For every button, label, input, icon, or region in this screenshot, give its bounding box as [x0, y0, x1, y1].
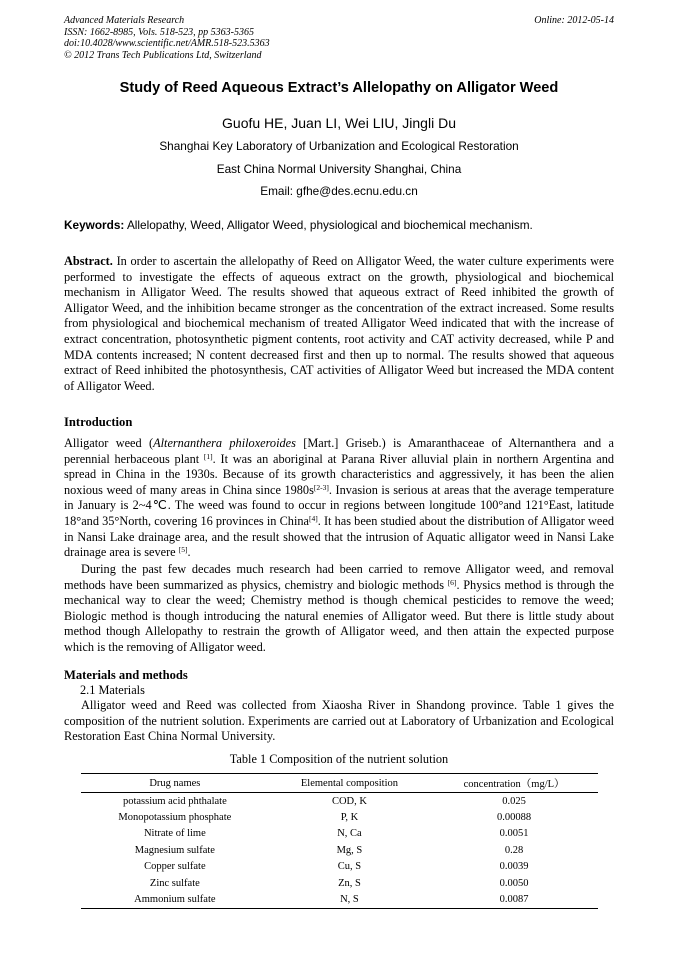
header-drug-names: Drug names [81, 774, 269, 793]
methods-heading: Materials and methods [64, 668, 188, 682]
table-row: Ammonium sulfate N, S 0.0087 [81, 891, 598, 908]
online-date: Online: 2012-05-14 [534, 15, 614, 26]
keywords [64, 218, 616, 232]
header-elemental-composition: Elemental composition [269, 774, 430, 793]
ref-4: [4] [308, 513, 318, 523]
abstract-label: Abstract. [64, 254, 113, 268]
authors: Guofu HE, Juan LI, Wei LIU, Jingli Du [222, 115, 456, 131]
issn-line: ISSN: 1662-8985, Vols. 518-523, pp 5363-5365 [64, 26, 254, 38]
journal-header [64, 15, 270, 61]
affiliation-university: East China Normal University Shanghai, China [216, 162, 462, 176]
table-row: Copper sulfate Cu, S 0.0039 [144, 861, 529, 873]
ref-2-3: [2-3] [313, 482, 329, 492]
copyright-line: © 2012 Trans Tech Publications Ltd, Switzerland [64, 49, 262, 61]
doi-line: doi:10.4028/www.scientific.net/AMR.518-523.5363 [64, 38, 270, 49]
keywords-label: Keywords: [64, 218, 125, 232]
paper-title: Study of Reed Aqueous Extract’s Allelopathy on Alligator Weed [119, 80, 559, 96]
materials-subheading: 2.1 Materials [80, 683, 145, 697]
table-header-row [81, 774, 598, 793]
table-caption: Table 1 Composition of the nutrient solution [229, 752, 449, 766]
journal-name: Advanced Materials Research [64, 15, 185, 26]
keywords-text: Allelopathy, Weed, Alligator Weed, physiological and biochemical mechanism. [124, 218, 533, 232]
ref-5: [5] [178, 545, 188, 555]
introduction-heading: Introduction [64, 415, 133, 429]
table-row: potassium acid phthalate COD, K 0.025 [122, 795, 526, 807]
table-row: Monopotassium phosphate P, K 0.00088 [118, 812, 532, 824]
ref-1: [1] [203, 451, 213, 461]
table-row: Magnesium sulfate Mg, S 0.28 [134, 844, 524, 856]
abstract [64, 254, 614, 394]
intro-paragraph-1: Alligator weed (Alternanthera philoxeroides [Mart.] Griseb.) is Amaranthaceae of Alternanthera and a perennial herbaceous plant [1]. It was an aboriginal at Parana River alluvial plain in northern Argentina and spread in China in the 1930s. Because of its growth characteristics and aggressively, it has been the alien noxious weed of many areas in China since 1980s[2-3]. Invasion is serious at areas that the average temperature in January is 2~4℃. The weed was found to occur in regions between longitude 100°and 121°East, latitude 18°and 35°North, covering 16 provinces in China[4]. It has been studied about the distribution of Alligator weed in Nansi Lake drainage area, and the result showed that the intrusion of Aquatic alligator weed in Nansi Lake drainage area is severe [5]. [64, 436, 614, 560]
author-email: Email: gfhe@des.ecnu.edu.cn [260, 184, 418, 198]
materials-paragraph: Alligator weed and Reed was collected from Xiaosha River in Shandong province. Table 1 gives the composition of the nutrient solution. Experiments are carried out at Laboratory of Urbanization and Ecological Restoration East China Normal University. [64, 698, 614, 744]
affiliation-lab: Shanghai Key Laboratory of Urbanization and Ecological Restoration [159, 139, 519, 153]
nutrient-table [81, 773, 598, 909]
ref-6: [6] [447, 577, 457, 587]
abstract-text: In order to ascertain the allelopathy of Reed on Alligator Weed, the water culture experiments were performed to investigate the effects of aqueous extract on the growth, physiological and biochemical mechanism in Alligator Weed. The results showed that aqueous extract of Reed inhibited the growth of Alligator Weed, and the inhibition became stronger as the concentration of the extract increased. Some results from physiological and biochemical mechanism of treated Alligator Weed indicated that with the increase of extract concentration, photosynthetic pigment contents, root activity and CAT activity decreased, while P and MDA contents increased; N content decreased first and then up to normal. The results showed that aqueous extract of Reed inhibited the photosynthesis, CAT activities of Alligator Weed but increased the MDA content of Alligator Weed. [64, 254, 614, 393]
header-concentration: concentration（mg/L） [430, 774, 598, 793]
table-row: Nitrate of lime N, Ca 0.0051 [143, 828, 529, 840]
intro-paragraph-2: During the past few decades much research had been carried to remove Alligator weed, and removal methods have been summarized as physics, chemistry and biologic methods [6]. Physics method is through the mechanical way to clear the weed; Chemistry method is though chemical pesticides to remove the weed; Biologic method is though introducing the natural enemies of Alligator weed. But there is little study about method though Allelopathy to restrain the growth of Alligator weed, and then attain the expected purpose which is the removing of Alligator weed. [64, 562, 614, 654]
species-name: Alternanthera philoxeroides [153, 436, 296, 450]
table-row: Zinc sulfate Zn, S 0.0050 [149, 877, 529, 889]
